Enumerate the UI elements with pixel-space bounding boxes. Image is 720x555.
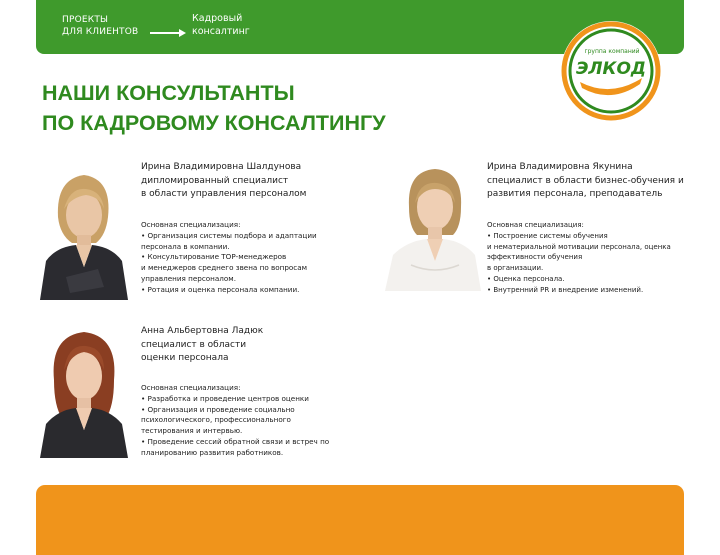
spec-line: психологического, профессионального	[141, 415, 291, 425]
name-line: Ирина Владимировна Якунина	[487, 162, 633, 172]
name-line: специалист в области бизнес-обучения и	[487, 175, 684, 186]
name-line: оценки персонала	[141, 353, 229, 363]
page-title	[42, 78, 386, 138]
spec-line: • Организация и проведение социально	[141, 404, 295, 414]
arrow-right-icon	[150, 28, 186, 38]
name-line: развития персонала, преподаватель	[487, 189, 663, 199]
consultant-spec-ladyuk	[141, 383, 329, 459]
spec-line: Основная специализация:	[487, 221, 584, 229]
spec-line: • Консультирование ТОР-менеджеров	[141, 252, 287, 262]
logo-small-text: группа компаний	[584, 48, 640, 55]
consultant-name-yakunina	[487, 161, 684, 202]
spec-line: • Проведение сессий обратной связи и встреч по	[141, 436, 330, 446]
consultant-spec-yakunina	[487, 220, 671, 296]
consultant-spec-shaldunova	[141, 220, 317, 296]
breadcrumb-current	[192, 12, 250, 38]
spec-line: и менеджеров среднего звена по вопросам	[141, 263, 308, 273]
spec-line: в организации.	[487, 264, 544, 273]
spec-line: • Разработка и проведение центров оценки	[141, 393, 309, 403]
name-line: Анна Альбертовна Ладюк	[141, 326, 264, 336]
page-title-line: ПО КАДРОВОМУ КОНСАЛТИНГУ	[42, 111, 386, 135]
breadcrumb-line: Кадровый	[192, 13, 243, 24]
spec-line: • Внутренний PR и внедрение изменений.	[487, 285, 644, 294]
name-line: дипломированный специалист	[141, 175, 289, 186]
consultant-photo-shaldunova	[36, 157, 132, 300]
company-logo	[560, 20, 662, 122]
spec-line: Основная специализация:	[141, 383, 241, 392]
breadcrumb-line: ПРОЕКТЫ	[62, 15, 109, 25]
spec-line: и нематериальной мотивации персонала, оценка	[487, 242, 671, 251]
logo-brand: ЭЛКОД	[575, 59, 647, 79]
spec-line: эффективности обучения	[487, 253, 583, 262]
spec-line: планированию развития работников.	[141, 447, 284, 457]
page-title-line: НАШИ КОНСУЛЬТАНТЫ	[42, 81, 295, 105]
spec-line: Основная специализация:	[141, 220, 241, 229]
spec-line: • Организация системы подбора и адаптации	[141, 230, 317, 240]
footer-bar	[36, 485, 684, 555]
breadcrumb-projects[interactable]	[62, 14, 138, 38]
name-line: в области управления персоналом	[141, 189, 307, 199]
spec-line: • Оценка персонала.	[487, 274, 565, 283]
spec-line: управления персоналом.	[141, 273, 236, 283]
breadcrumb-line: ДЛЯ КЛИЕНТОВ	[62, 27, 139, 37]
name-line: Ирина Владимировна Шалдунова	[141, 162, 302, 172]
consultant-name-ladyuk	[141, 325, 263, 366]
consultant-photo-yakunina	[383, 157, 483, 291]
consultant-name-shaldunova	[141, 161, 306, 202]
spec-line: • Ротация и оценка персонала компании.	[141, 284, 300, 294]
name-line: специалист в области	[141, 339, 247, 350]
spec-line: тестирования и интервью.	[141, 426, 243, 436]
breadcrumb-line: консалтинг	[192, 26, 250, 37]
spec-line: персонала в компании.	[141, 241, 230, 251]
spec-line: • Построение системы обучения	[487, 231, 608, 240]
consultant-photo-ladyuk	[36, 318, 132, 458]
